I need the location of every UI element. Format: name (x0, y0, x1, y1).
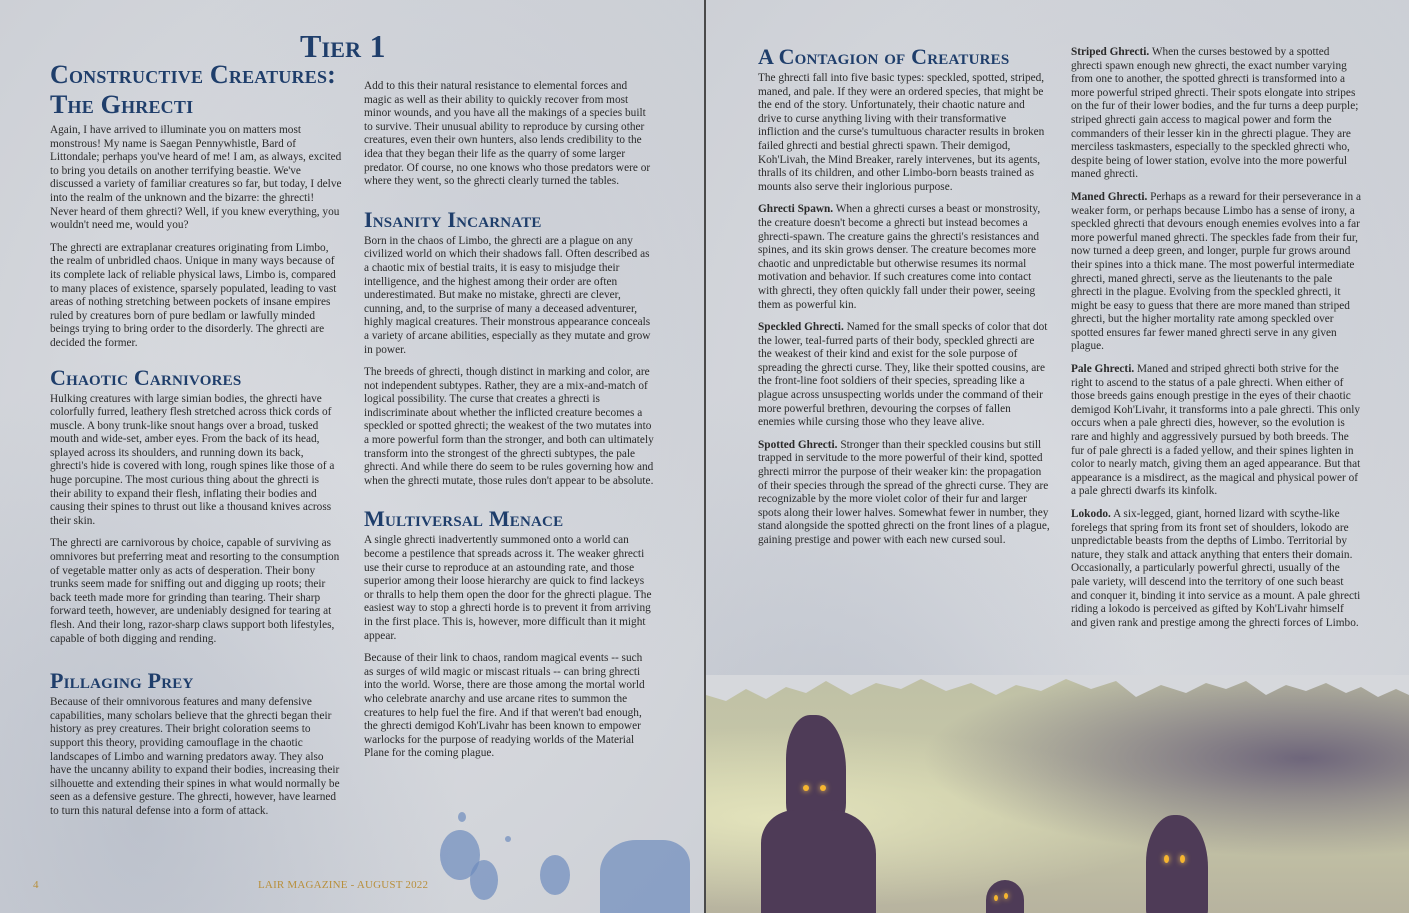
section-heading-contagion: A Contagion of Creatures (758, 44, 1010, 69)
paragraph: Because of their link to chaos, random magical events -- such as surges of wild magic or miscast rituals -- can bring ghrecti into the world. Worse, there are those among the mortal world who celebrate anarchy and use arcane rites to summon the creatures to help fuel the fire. And if that weren't bad enough, the ghrecti demigod Koh'Livahr has been known to empower warlocks for the purpose of readying worlds of the Material Plane for the coming plague. (364, 652, 645, 760)
entry-spotted-ghrecti (758, 439, 1050, 548)
paragraph: Add to this their natural resistance to elemental forces and magic as well as their ability to quickly recover from most minor wounds, and you have all the makings of a species built to survive. Their unusual ability to reproduce by cursing other creatures, even their own hunters, also lends credibility to the idea that they began their life as the quarry of some larger predator. Of course, no one knows who those predators were or where they went, so the ghrecti clearly turned the tables. (364, 80, 651, 188)
ghrecti-illustration (706, 675, 1409, 913)
section-heading-multiversal-menace: Multiversal Menace (364, 506, 564, 532)
entry-text: Maned and striped ghrecti both strive for the right to ascend to the status of a pale ghrecti. When either of those breeds gains enough prestige in the eyes of their chaotic demigod Koh'Livahr, it transforms into a pale ghrecti. This only occurs when a pale ghrecti dies, however, so the evolution is rare and highly and aggressively pursued by both breeds. The fur of pale ghrecti is a faded yellow, and their spines lighten in color to nearly match, giving them an aged appearance. But that appearance is a misdirect, as the magical and physical power of a pale ghrecti dwarfs its kinfolk. (1071, 363, 1361, 498)
ink-splatter-decoration (470, 860, 498, 900)
ink-splatter-decoration (540, 855, 570, 895)
right-column-2 (1071, 46, 1361, 639)
entry-speckled-ghrecti (758, 321, 1050, 430)
paragraph: Born in the chaos of Limbo, the ghrecti are a plague on any civilized world on which their shadows fall. Often described as a chaotic mix of bestial traits, it is easy to misjudge their intelligence, and the highest among their order are often underestimated. But make no mistake, ghrecti are clever, cunning, and, to the surprise of many a deceased adventurer, highly magical creatures. Their monstrous appearance conceals a variety of arcane abilities, especially as they mutate and grow in power. (364, 234, 651, 356)
section-heading-insanity-incarnate: Insanity Incarnate (364, 206, 542, 232)
ink-splatter-decoration (458, 812, 466, 822)
entry-text: Perhaps as a reward for their perseverance in a weaker form, or perhaps because Limbo has a sense of irony, a speckled ghrecti that devours enough enemies evolves into a far more powerful maned ghrecti. The speckles fade from their fur, now turned a deep green, and longer, purple fur grows around their spines into a thick mane. The most powerful intermediate ghrecti, maned ghrecti, serve as the lieutenants to the pale ghrecti in the plague. Evolving from the speckled ghrecti, it might be easy to guess that there are more maned than striped ghrecti, but the higher mortality rate among speckled over spotted ensures far fewer maned ghrecti serve in any given plague. (1071, 190, 1361, 353)
glowing-eye (1004, 893, 1008, 899)
left-column-2 (364, 80, 654, 770)
left-column-1 (50, 60, 342, 828)
paragraph: A single ghrecti inadvertently summoned onto a world can become a pestilence that spreads across it. The weaker ghrecti use their curse to reproduce at an astounding rate, and those superior among their loose hierarchy are quick to find lackeys or thralls to help them open the door for the ghrecti plague. The easiest way to stop a ghrecti horde is to prevent it from arriving in the first place. This is, however, more difficult than it might appear. (364, 534, 652, 642)
article-title: Constructive Creatures: The Ghrecti (50, 60, 337, 119)
paragraph: The ghrecti are carnivorous by choice, capable of surviving as omnivores but preferring meat and resorting to the consumption of vegetable matter only as acts of desperation. Their bony trunks seem made for sniffing out and digging up roots; their back teeth made more for grinding than tearing. Their sharp forward teeth, however, are undeniably designed for tearing at flesh. And their long, razor-sharp claws support both lifestyles, capable of both digging and rending. (50, 537, 340, 645)
entry-term: Speckled Ghrecti. (758, 321, 844, 334)
entry-striped-ghrecti (1071, 46, 1361, 182)
entry-maned-ghrecti (1071, 191, 1361, 354)
left-page (0, 0, 704, 913)
entry-lokodo (1071, 508, 1361, 630)
entry-text: Named for the small specks of color that dot the lower, teal-furred parts of their body, speckled ghrecti are the weakest of their kind and exist for the sole purpose of spreading the ghrecti curse. They, like their spotted cousins, are the front-line foot soldiers of their species, spreading like a plague across unsuspecting worlds under the command of their more powerful brethren, devouring the corpses of fallen enemies while cursing those who they leave alive. (758, 321, 1048, 429)
section-heading-chaotic-carnivores: Chaotic Carnivores (50, 364, 242, 390)
glowing-eye (820, 785, 826, 791)
entry-term: Ghrecti Spawn. (758, 203, 834, 216)
entry-term: Striped Ghrecti. (1071, 46, 1150, 58)
entry-term: Maned Ghrecti. (1071, 190, 1148, 203)
ghrecti-silhouette (761, 810, 876, 913)
right-page (706, 0, 1409, 913)
entry-term: Spotted Ghrecti. (758, 438, 838, 451)
entry-term: Pale Ghrecti. (1071, 363, 1135, 376)
page-number: 4 (33, 879, 39, 891)
glowing-eye (994, 895, 998, 901)
entry-text: Stronger than their speckled cousins but still trapped in servitude to the more powerful of their kind, spotted ghrecti mirror the purpose of their weaker kin: the propagation of their species through the spread of the ghrecti curse. They are recognizable by the more violet color of their fur and larger spots along their lower halves. Somewhat fewer in number, they stand alongside the spotted ghrecti on the front lines of a plague, gaining prestige and power with each new cursed soul. (758, 438, 1050, 546)
glowing-eye (1164, 855, 1169, 863)
section-heading-pillaging-prey: Pillaging Prey (50, 668, 194, 694)
entry-text: A six-legged, giant, horned lizard with scythe-like forelegs that spring from its front set of shoulders, lokodo are unpredictable beasts from the depths of Limbo. Territorial by nature, they stalk and attack anything that enters their domain. Occasionally, a particularly powerful ghrecti, usually of the pale variety, will descend into the territory of one such beast and conquer it, binding it into service as a mount. A pale ghrecti riding a lokodo is perceived as gifted by Koh'Livahr himself and given rank and prestige among the ghrecti forces of Limbo. (1071, 508, 1361, 629)
paragraph: Because of their omnivorous features and many defensive capabilities, many scholars believe that the ghrecti began their history as prey creatures. Their bright coloration seems to support this theory, providing camouflage in the chaotic landscapes of Limbo and warning predators away. They also have the uncanny ability to expand their bodies, increasing their silhouette and extending their spines in what would normally be seen as a defensive gesture. The ghrecti, however, have learned to turn this natural defense into a form of attack. (50, 696, 340, 817)
entry-term: Lokodo. (1071, 508, 1111, 520)
entry-text: When a ghrecti curses a beast or monstrosity, the creature doesn't become a ghrecti but instead becomes a ghrecti-spawn. The creature gains the ghrecti's resistances and spines, and its skin grows denser. The creature becomes more chaotic and unpredictable but otherwise resumes its normal motivation and behavior. If such creatures come into contact with ghrecti, they often quickly fall under their power, seeing them as powerful kin. (758, 203, 1041, 311)
tier-heading: Tier 1 (300, 28, 386, 64)
right-column-1 (758, 44, 1050, 557)
entry-ghrecti-spawn (758, 203, 1050, 312)
torn-paper-edge (706, 675, 1409, 705)
glowing-eye (803, 785, 809, 791)
paragraph: The ghrecti are extraplanar creatures originating from Limbo, the realm of unbridled chaos. Unique in many ways because of its complete lack of reliable physical laws, Limbo is, compared to many places of existence, sparsely populated, leading to vast areas of nothing stretching between pockets of insane empires ruled by creatures born of pure bedlam or lawfully minded beings trying to bring order to the disorderly. The ghrecti are decided the former. (50, 241, 337, 349)
glowing-eye (1180, 855, 1185, 863)
ink-splatter-decoration (600, 840, 690, 913)
paragraph: Again, I have arrived to illuminate you on matters most monstrous! My name is Saegan Pennywhistle, Bard of Littondale; perhaps you've heard of me! I am, as always, excited to bring you details on another terrifying beastie. We've discussed a variety of familiar creatures so far, but today, I delve into the realm of the unknown and the bizarre: the ghrecti! Never heard of them ghrecti? Well, if you knew everything, you wouldn't need me, would you? (50, 124, 342, 232)
ink-splatter-decoration (505, 836, 511, 842)
paragraph: The ghrecti fall into five basic types: speckled, spotted, striped, maned, and pale. If they were an ordered species, that might be the end of the story. Unfortunately, their chaotic nature and drive to curse anything living with their transformative infliction and the curse's tumultuous character results in broken failed ghrecti and bestial ghrecti spawn. Their demigod, Koh'Livah, the Mind Breaker, rarely intervenes, but its agents, thralls of its children, and other Limbo-born beasts trained as mounts also serve their inglorious purpose. (758, 72, 1045, 193)
paragraph: Hulking creatures with large simian bodies, the ghrecti have colorfully furred, leathery flesh stretched across thick cords of muscle. A bony trunk-like snout hangs over a broad, tusked mouth and wide-set, amber eyes. From the back of its head, splayed across its shoulders, and running down its back, ghrecti's hide is covered with long, rough spines like those of a huge porcupine. The most curious thing about the ghrecti is their ability to expand their flesh, inflating their bodies and causing their spines to thrust out like a thousand knives across their skin. (50, 392, 335, 527)
ghrecti-silhouette (786, 715, 846, 825)
paragraph: The breeds of ghrecti, though distinct in marking and color, are not independent subtypes. Rather, they are a mix-and-match of logical possibility. The curse that creates a ghrecti is indiscriminate about whether the inflicted creature becomes a speckled or spotted ghrecti; the weakest of the two mutates into a more powerful form than the stronger, and both can ultimately transform into the strongest of the ghrecti subtypes, the pale ghrecti. And while there do seem to be rules governing how and when the ghrecti mutate, those rules don't appear to be absolute. (364, 366, 654, 487)
publication-footer: LAIR MAGAZINE - AUGUST 2022 (258, 879, 429, 891)
entry-pale-ghrecti (1071, 363, 1361, 499)
ghrecti-silhouette (1146, 815, 1208, 913)
entry-text: When the curses bestowed by a spotted ghrecti spawn enough new ghrecti, the exact number varying from one to another, the spotted ghrecti is transformed into a more powerful striped ghrecti. Their spots elongate into stripes on the fur of their lower bodies, and the fur turns a deep purple; striped ghrecti gain access to magical power and form the commanders of their lesser kin in the ghrecti plague. They are merciless taskmasters, especially to the speckled ghrecti who, despite being of lower station, evolve into the more powerful maned ghrecti. (1071, 46, 1359, 181)
